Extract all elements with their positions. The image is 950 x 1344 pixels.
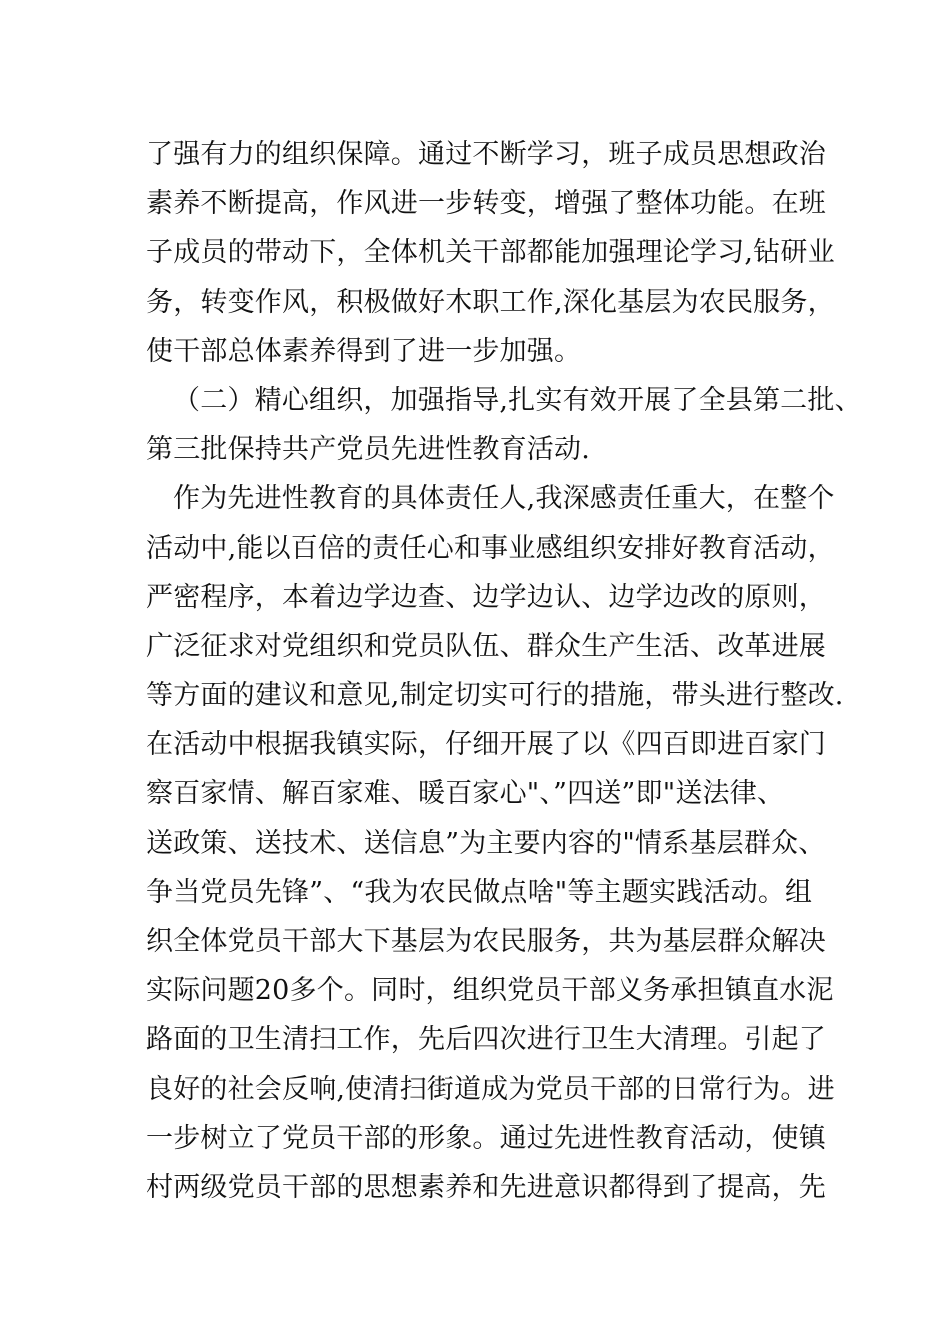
text-line: 织全体党员干部大下基层为农民服务，共为基层群众解决	[146, 926, 826, 957]
section-heading: （二）精心组织，加强指导,扎实有效开展了全县第二批、	[173, 384, 862, 416]
text-line: 实际问题20多个。同时，组织党员干部义务承担镇直水泥	[146, 975, 834, 1007]
text-line: 广泛征求对党组织和党员队伍、群众生产生活、改革进展	[146, 630, 826, 662]
text-line: 良好的社会反响,使清扫街道成为党员干部的日常行为。进	[146, 1073, 835, 1105]
text-line: 路面的卫生清扫工作，先后四次进行卫生大清理。引起了	[146, 1024, 826, 1056]
text-line: 素养不断提高，作风进一步转变，增强了整体功能。在班	[146, 188, 826, 220]
body-text	[146, 130, 862, 1212]
text-line: 严密程序，本着边学边查、边学边认、边学边改的原则，	[146, 581, 826, 613]
text-line: 务，转变作风，积极做好木职工作,深化基层为农民服务，	[146, 286, 835, 318]
text-line: 等方面的建议和意见,制定切实可行的措施，带头进行整改.	[146, 680, 844, 712]
text-line: 村两级党员干部的思想素养和先进意识都得到了提高，先	[146, 1171, 826, 1203]
text-line: 争当党员先锋”、“我为农民做点啥"等主题实践活动。组	[146, 876, 813, 908]
text-line: 了强有力的组织保障。通过不断学习，班子成员思想政治	[146, 139, 826, 170]
text-line: 活动中,能以百倍的责任心和事业感组织安排好教育活动，	[146, 532, 835, 564]
text-line: 在活动中根据我镇实际，仔细开展了以《四百即进百家门	[146, 729, 826, 761]
section-heading-continued: 第三批保持共产党员先进性教育活动.	[146, 434, 590, 466]
text-line: 送政策、送技术、送信息”为主要内容的"情系基层群众、	[146, 827, 826, 859]
paragraph-start: 作为先进性教育的具体责任人,我深感责任重大，在整个	[173, 483, 835, 515]
text-line: 子成员的带动下，全体机关干部都能加强理论学习,钻研业	[146, 237, 835, 269]
text-line: 一步树立了党员干部的形象。通过先进性教育活动，使镇	[146, 1122, 826, 1154]
text-line: 察百家情、解百家难、暖百家心"、”四送”即"送法律、	[146, 778, 785, 810]
text-line: 使干部总体素养得到了进一步加强。	[146, 335, 582, 367]
